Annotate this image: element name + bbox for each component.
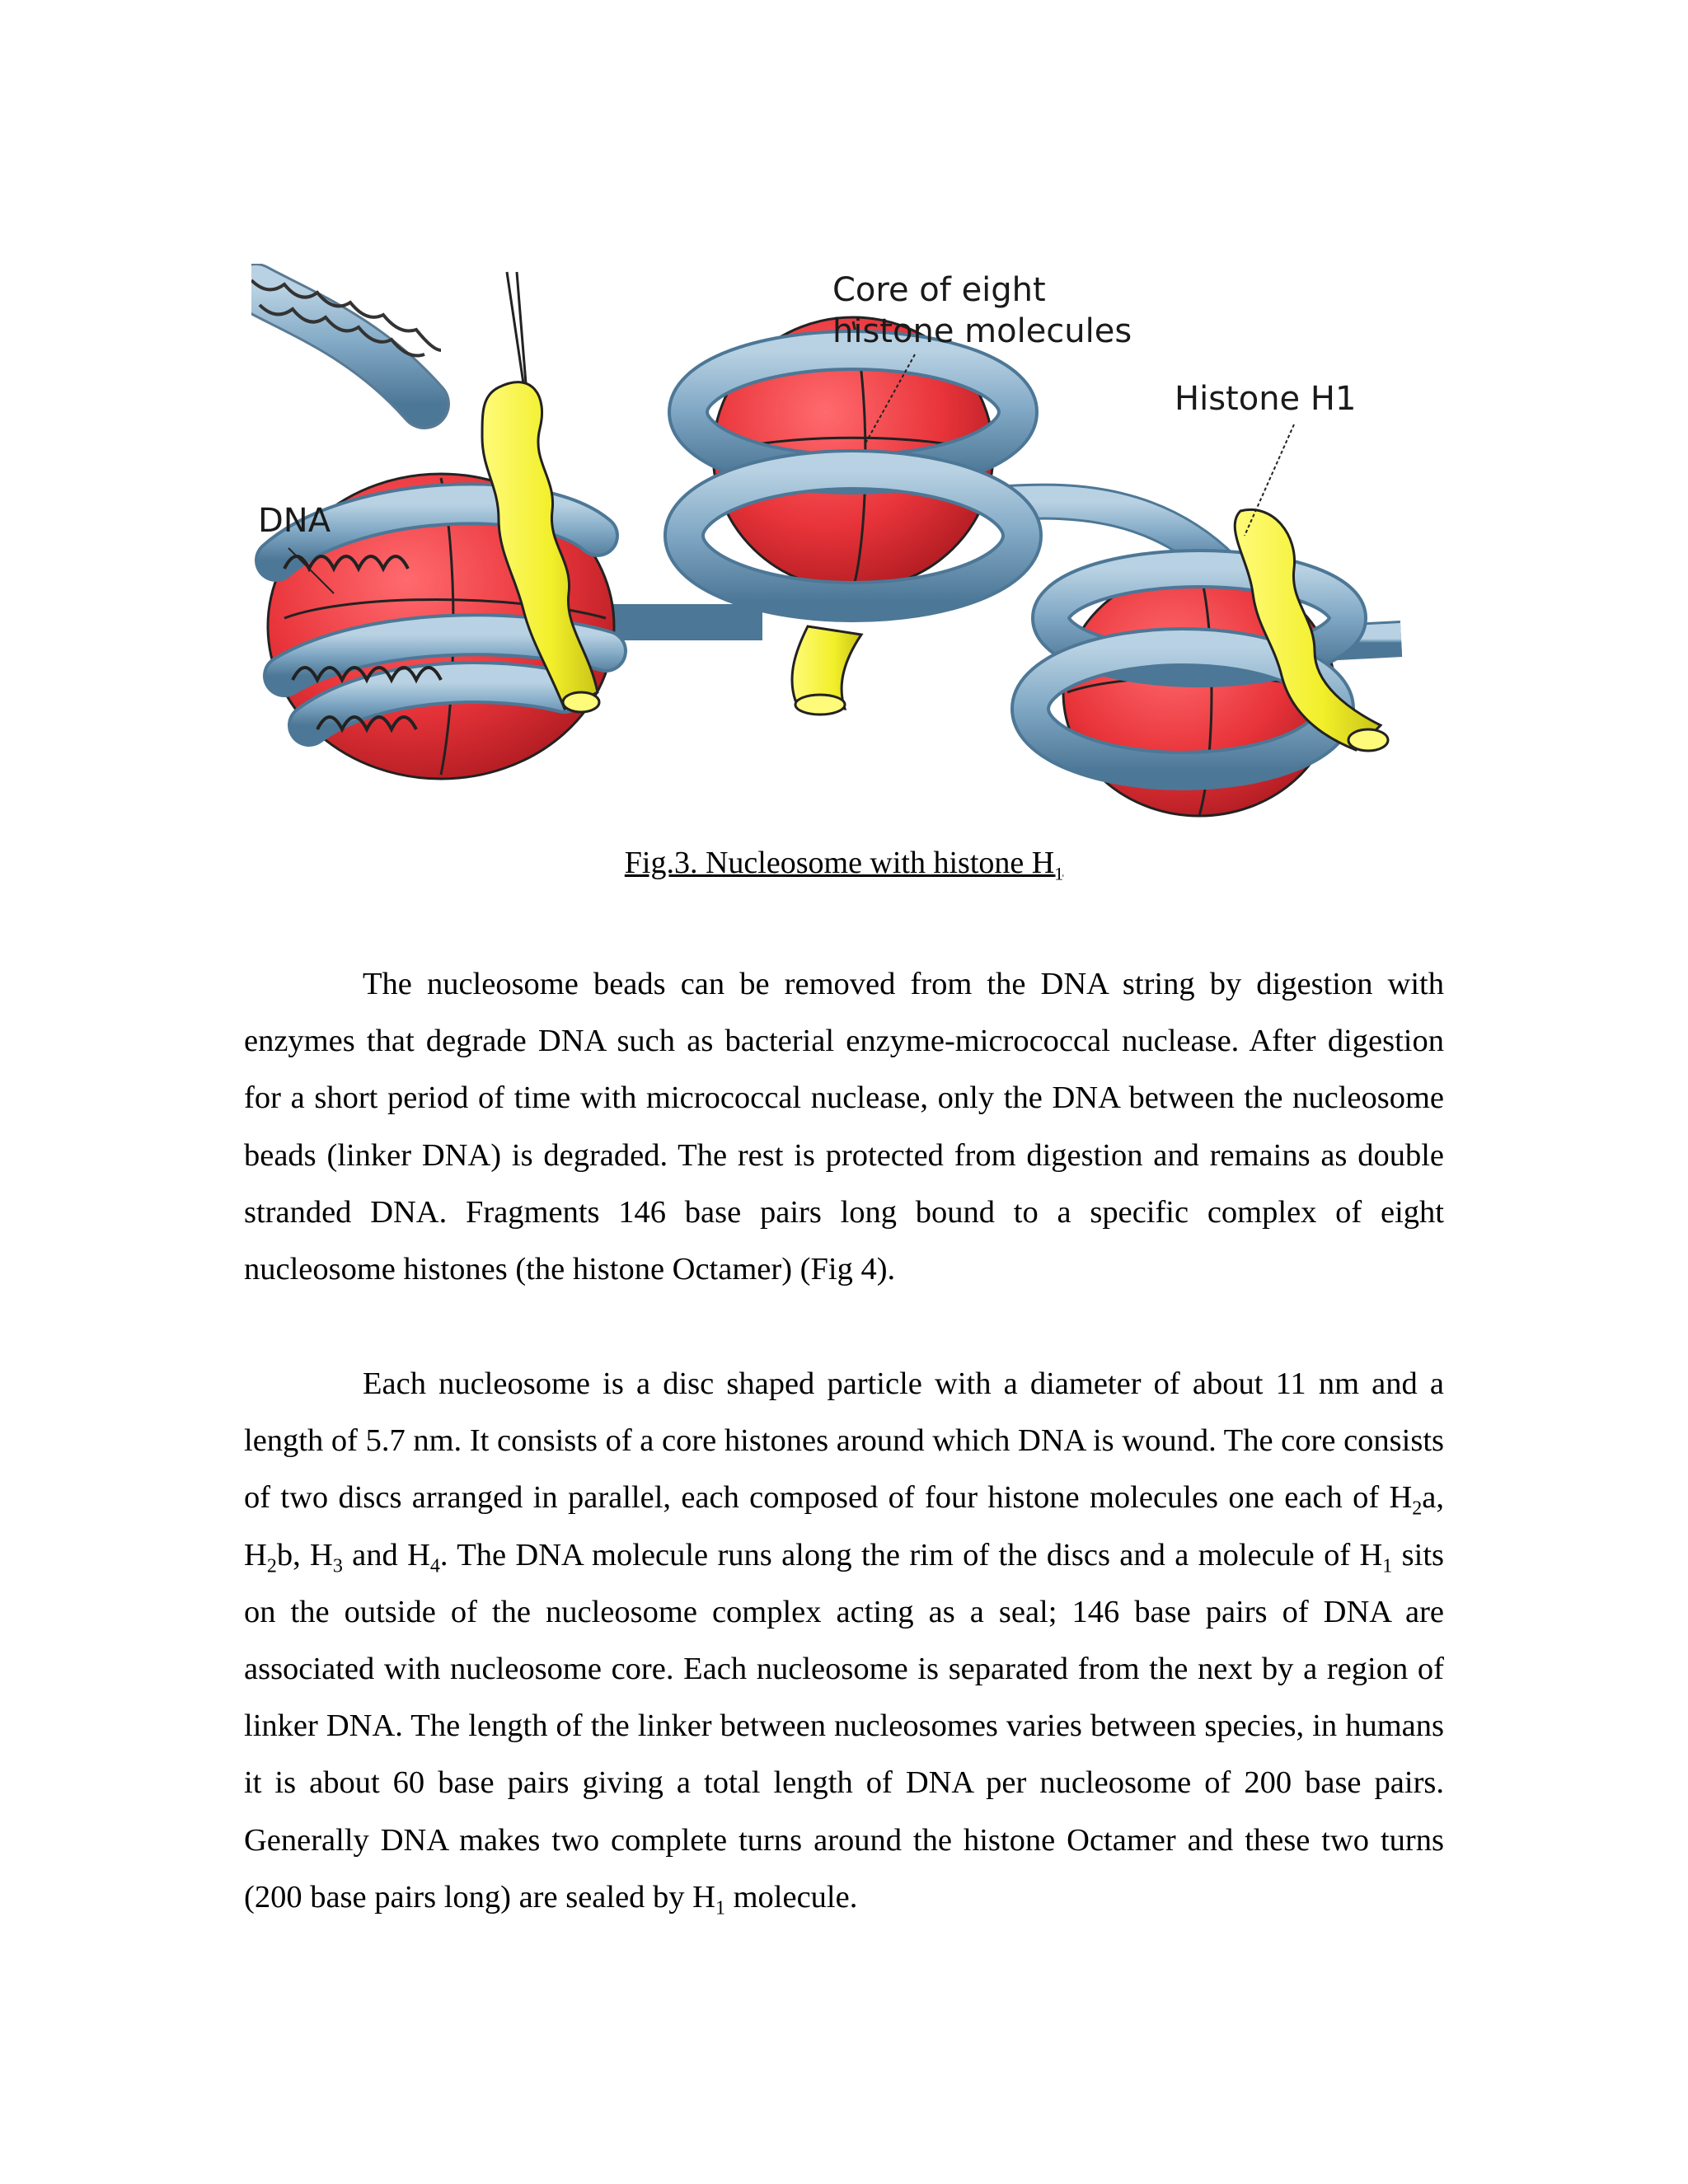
subscript: 2 [266, 1555, 277, 1577]
subscript: 1 [715, 1897, 725, 1919]
paragraph2-text: Each nucleosome is a disc shaped particle with a diameter of about 11 nm and a length of 5.7 nm. It consists of a core histones around which DNA is wound. The core consists of two discs arranged in parallel, each composed of four histone molecules one each of H [244, 1366, 1444, 1516]
label-histone-h1: Histone H1 [1175, 380, 1357, 418]
label-core-line1: Core of eight [832, 271, 1046, 309]
label-core-line2: histone molecules [832, 312, 1132, 350]
nucleosome-illustration [251, 264, 1405, 824]
subscript: 3 [332, 1555, 343, 1577]
figure-caption [0, 845, 1688, 885]
subscript: 2 [1412, 1498, 1423, 1521]
nucleosome-figure [251, 264, 1405, 824]
paragraph2-text: b, H [276, 1537, 333, 1572]
paragraph2-text: a, H [244, 1480, 1444, 1572]
nucleosome-middle [684, 317, 1022, 715]
chromatin-fiber [251, 280, 441, 404]
paragraph2-text: molecule. [724, 1879, 858, 1915]
paragraph2-text: . The DNA molecule runs along the rim of the discs and a molecule of H [439, 1537, 1383, 1572]
paragraph2-text: and H [342, 1537, 430, 1572]
subscript: 1 [1382, 1555, 1393, 1577]
caption-subscript: 1 [1054, 863, 1064, 884]
paragraph-nucleosome-digestion [244, 956, 1444, 1298]
nucleosome-right [1030, 509, 1388, 816]
subscript: 4 [429, 1555, 440, 1577]
caption-text: Fig.3. Nucleosome with histone H [624, 846, 1055, 880]
paragraph2-text: sits on the outside of the nucleosome complex acting as a seal; 146 base pairs of DNA are associated with nucleosome core. Each nucleosome is separated from the next by a region of linker DNA. The length of the linker between nucleosomes varies between species, in humans it is about 60 base pairs giving a total length of DNA per nucleosome of 200 base pairs. Generally DNA makes two complete turns around the histone Octamer and these two turns (200 base pairs long) are sealed by H [244, 1537, 1444, 1915]
paragraph-nucleosome-structure [244, 1356, 1444, 1926]
label-dna: DNA [258, 502, 331, 540]
paragraph1-text: The nucleosome beads can be removed from the DNA string by digestion with enzymes that degrade DNA such as bacterial enzyme-micrococcal nuclease. After digestion for a short period of time with micrococcal nuclease, only the DNA between the nucleosome beads (linker DNA) is degraded. The rest is protected from digestion and remains as double stranded DNA. Fragments 146 base pairs long bound to a specific complex of eight nucleosome histones (the histone Octamer) (Fig 4). [244, 967, 1444, 1287]
